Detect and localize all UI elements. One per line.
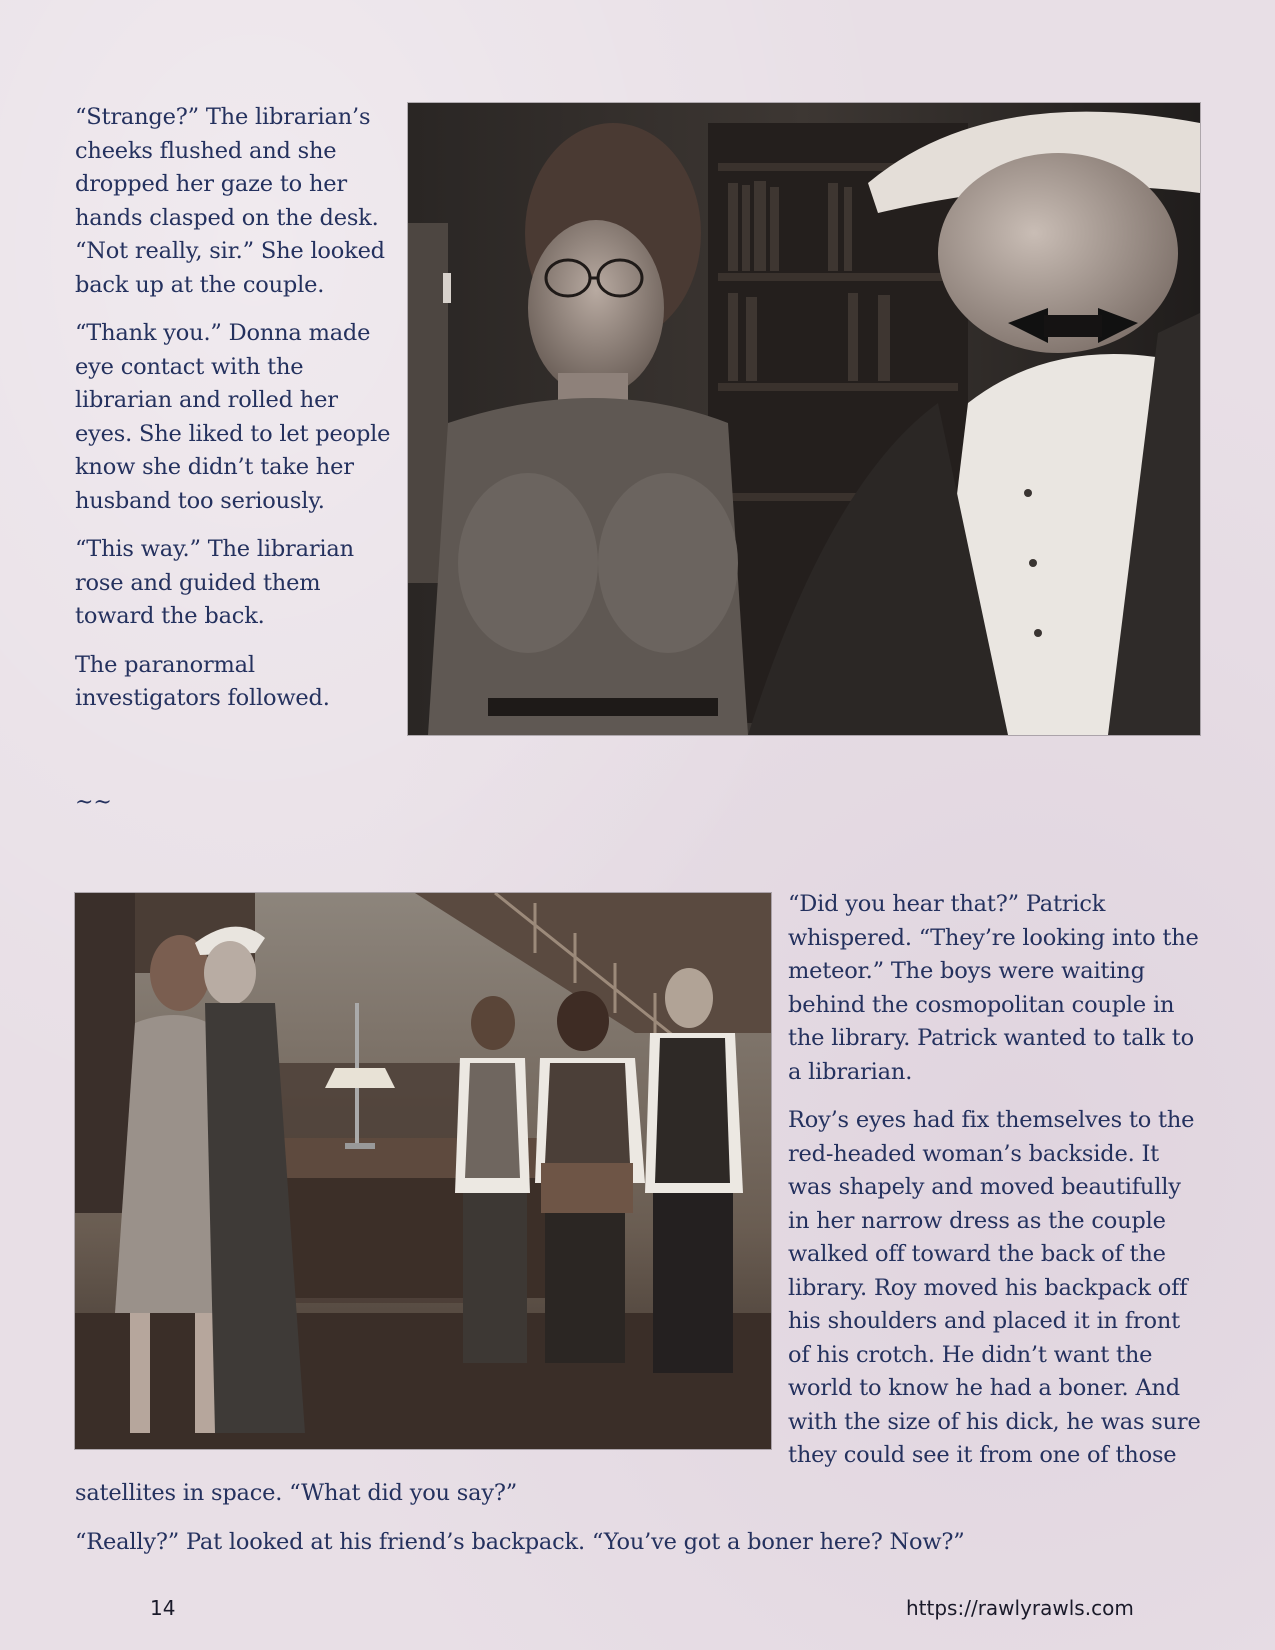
paragraph: “Strange?” The librarian’s cheeks flushed and she dropped her gaze to her hands clasped on the desk. “Not really, sir.” She looked back up at the couple. [75,104,385,298]
illustration-librarian-and-man [408,103,1200,735]
illustration-couple-and-boys [75,893,771,1449]
top-text-column [75,101,395,731]
paragraph: Roy’s eyes had fix themselves to the red-headed woman’s backside. It was shapely and moved beautifully in her narrow dress as the couple walked off toward the back of the library. Roy moved his backpack off his shoulders and placed it in front of his crotch. He didn’t want the world to know he had a boner. And with the size of his dick, he was sure they could see it from one of those [788,1107,1201,1468]
site-url-link[interactable]: https://rawlyrawls.com [906,1596,1134,1620]
section-separator: ~~ [75,790,112,815]
paragraph: satellites in space. “What did you say?” [75,1480,518,1506]
paragraph: “Really?” Pat looked at his friend’s backpack. “You’ve got a boner here? Now?” [75,1528,965,1555]
bottom-text [75,1477,1175,1574]
paragraph: “Did you hear that?” Patrick whispered. “They’re looking into the meteor.” The boys were waiting behind the cosmopolitan couple in the library. Patrick wanted to talk to a librarian. [788,891,1199,1085]
paragraph: “This way.” The librarian rose and guided them toward the back. [75,536,354,629]
right-text-column [788,888,1208,1488]
page-number: 14 [150,1596,176,1620]
paragraph: “Thank you.” Donna made eye contact with the librarian and rolled her eyes. She liked to let people know she didn’t take her husband too seriously. [75,320,391,514]
paragraph: The paranormal investigators followed. [75,651,330,711]
